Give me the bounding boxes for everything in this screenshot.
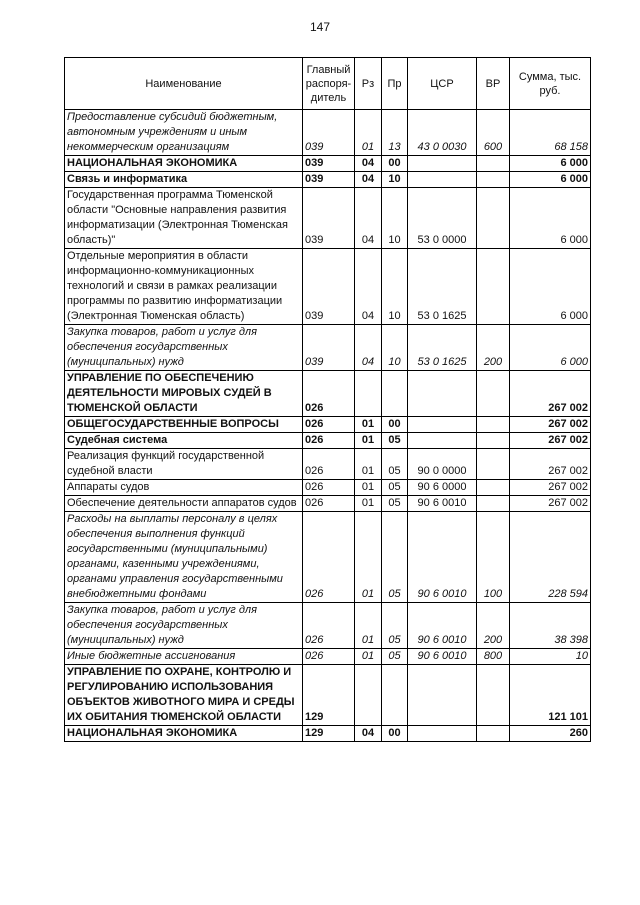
table-header-row <box>65 58 591 110</box>
row-expense-type: 200 <box>477 325 510 371</box>
row-chief-manager: 026 <box>303 496 355 512</box>
row-target-item: 90 6 0000 <box>408 480 477 496</box>
table-row <box>65 249 591 325</box>
row-target-item: 90 0 0000 <box>408 449 477 480</box>
row-amount: 121 101 <box>510 665 591 726</box>
row-subsection: 10 <box>382 325 408 371</box>
row-amount: 228 594 <box>510 512 591 603</box>
row-subsection: 05 <box>382 603 408 649</box>
row-name: Аппараты судов <box>65 480 303 496</box>
row-name: Связь и информатика <box>65 172 303 188</box>
row-expense-type <box>477 665 510 726</box>
row-target-item: 90 6 0010 <box>408 603 477 649</box>
table-row <box>65 371 591 417</box>
row-expense-type <box>477 433 510 449</box>
table-row <box>65 449 591 480</box>
header-amount: Сумма, тыс. руб. <box>510 58 591 110</box>
row-section: 04 <box>355 249 382 325</box>
row-amount: 267 002 <box>510 449 591 480</box>
row-chief-manager: 026 <box>303 371 355 417</box>
table-row <box>65 512 591 603</box>
row-chief-manager: 026 <box>303 417 355 433</box>
row-name: Реализация функций государственной судебной власти <box>65 449 303 480</box>
row-subsection: 00 <box>382 417 408 433</box>
row-chief-manager: 026 <box>303 433 355 449</box>
table-row <box>65 665 591 726</box>
row-target-item: 90 6 0010 <box>408 512 477 603</box>
row-subsection: 10 <box>382 172 408 188</box>
row-section: 01 <box>355 433 382 449</box>
table-row <box>65 156 591 172</box>
row-expense-type: 600 <box>477 110 510 156</box>
row-name: Государственная программа Тюменской области "Основные направления развития информатизации (Электронная Тюменская область)" <box>65 188 303 249</box>
row-subsection: 05 <box>382 649 408 665</box>
row-subsection: 10 <box>382 188 408 249</box>
row-target-item: 53 0 1625 <box>408 249 477 325</box>
row-section: 01 <box>355 603 382 649</box>
row-section: 01 <box>355 417 382 433</box>
row-amount: 6 000 <box>510 249 591 325</box>
row-target-item <box>408 417 477 433</box>
table-row <box>65 603 591 649</box>
row-amount: 10 <box>510 649 591 665</box>
row-name: Закупка товаров, работ и услуг для обеспечения государственных (муниципальных) нужд <box>65 325 303 371</box>
row-chief-manager: 039 <box>303 156 355 172</box>
header-name: Наименование <box>65 58 303 110</box>
row-chief-manager: 129 <box>303 726 355 742</box>
row-chief-manager: 026 <box>303 449 355 480</box>
row-target-item <box>408 433 477 449</box>
row-subsection: 10 <box>382 249 408 325</box>
row-subsection <box>382 371 408 417</box>
header-section: Рз <box>355 58 382 110</box>
row-target-item <box>408 371 477 417</box>
row-section: 01 <box>355 496 382 512</box>
row-name: Иные бюджетные ассигнования <box>65 649 303 665</box>
row-chief-manager: 039 <box>303 249 355 325</box>
row-chief-manager: 129 <box>303 665 355 726</box>
row-expense-type <box>477 188 510 249</box>
row-target-item: 43 0 0030 <box>408 110 477 156</box>
table-row <box>65 433 591 449</box>
row-subsection: 05 <box>382 433 408 449</box>
row-name: Обеспечение деятельности аппаратов судов <box>65 496 303 512</box>
header-target-item: ЦСР <box>408 58 477 110</box>
table-row <box>65 480 591 496</box>
row-amount: 267 002 <box>510 480 591 496</box>
row-subsection: 05 <box>382 512 408 603</box>
row-amount: 6 000 <box>510 325 591 371</box>
table-row <box>65 325 591 371</box>
row-subsection: 13 <box>382 110 408 156</box>
row-expense-type <box>477 449 510 480</box>
budget-table <box>64 57 591 742</box>
table-row <box>65 417 591 433</box>
row-chief-manager: 026 <box>303 603 355 649</box>
row-target-item <box>408 665 477 726</box>
row-expense-type <box>477 371 510 417</box>
row-chief-manager: 039 <box>303 172 355 188</box>
row-expense-type <box>477 726 510 742</box>
row-target-item: 90 6 0010 <box>408 496 477 512</box>
row-name: Закупка товаров, работ и услуг для обеспечения государственных (муниципальных) нужд <box>65 603 303 649</box>
header-chief-manager: Главный распоря-дитель <box>303 58 355 110</box>
table-row <box>65 496 591 512</box>
row-amount: 6 000 <box>510 188 591 249</box>
table-row <box>65 188 591 249</box>
row-chief-manager: 026 <box>303 480 355 496</box>
row-subsection: 05 <box>382 449 408 480</box>
row-name: НАЦИОНАЛЬНАЯ ЭКОНОМИКА <box>65 156 303 172</box>
row-name: Судебная система <box>65 433 303 449</box>
row-subsection: 05 <box>382 496 408 512</box>
row-amount: 267 002 <box>510 371 591 417</box>
row-target-item: 53 0 1625 <box>408 325 477 371</box>
row-chief-manager: 039 <box>303 325 355 371</box>
row-chief-manager: 039 <box>303 188 355 249</box>
row-section: 01 <box>355 480 382 496</box>
row-expense-type: 200 <box>477 603 510 649</box>
row-expense-type <box>477 249 510 325</box>
row-expense-type: 800 <box>477 649 510 665</box>
row-target-item: 53 0 0000 <box>408 188 477 249</box>
row-expense-type <box>477 156 510 172</box>
row-section: 04 <box>355 726 382 742</box>
row-name: НАЦИОНАЛЬНАЯ ЭКОНОМИКА <box>65 726 303 742</box>
row-name: УПРАВЛЕНИЕ ПО ОБЕСПЕЧЕНИЮ ДЕЯТЕЛЬНОСТИ МИРОВЫХ СУДЕЙ В ТЮМЕНСКОЙ ОБЛАСТИ <box>65 371 303 417</box>
row-target-item <box>408 156 477 172</box>
row-name: Предоставление субсидий бюджетным, автономным учреждениям и иным некоммерческим организациям <box>65 110 303 156</box>
row-target-item <box>408 726 477 742</box>
row-amount: 267 002 <box>510 433 591 449</box>
header-subsection: Пр <box>382 58 408 110</box>
row-amount: 267 002 <box>510 417 591 433</box>
row-target-item: 90 6 0010 <box>408 649 477 665</box>
header-expense-type: ВР <box>477 58 510 110</box>
row-section: 04 <box>355 156 382 172</box>
row-section <box>355 371 382 417</box>
table-row <box>65 649 591 665</box>
row-expense-type <box>477 417 510 433</box>
row-name: Отдельные мероприятия в области информационно-коммуникационных технологий и связи в рамках реализации программы по развитию информатизации (Электронная Тюменская область) <box>65 249 303 325</box>
row-subsection: 00 <box>382 156 408 172</box>
row-section: 01 <box>355 512 382 603</box>
row-section: 04 <box>355 188 382 249</box>
row-section: 04 <box>355 172 382 188</box>
row-subsection: 00 <box>382 726 408 742</box>
row-section: 01 <box>355 649 382 665</box>
page-number: 147 <box>309 20 331 34</box>
row-subsection: 05 <box>382 480 408 496</box>
row-section: 01 <box>355 110 382 156</box>
row-section <box>355 665 382 726</box>
table-row <box>65 110 591 156</box>
row-amount: 38 398 <box>510 603 591 649</box>
row-expense-type: 100 <box>477 512 510 603</box>
table-row <box>65 726 591 742</box>
row-amount: 68 158 <box>510 110 591 156</box>
row-name: УПРАВЛЕНИЕ ПО ОХРАНЕ, КОНТРОЛЮ И РЕГУЛИРОВАНИЮ ИСПОЛЬЗОВАНИЯ ОБЪЕКТОВ ЖИВОТНОГО МИРА И СРЕДЫ ИХ ОБИТАНИЯ ТЮМЕНСКОЙ ОБЛАСТИ <box>65 665 303 726</box>
row-section: 01 <box>355 449 382 480</box>
row-section: 04 <box>355 325 382 371</box>
row-amount: 267 002 <box>510 496 591 512</box>
row-expense-type <box>477 480 510 496</box>
row-amount: 6 000 <box>510 172 591 188</box>
row-name: Расходы на выплаты персоналу в целях обеспечения выполнения функций государственными (муниципальными) органами, казенными учреждениями, органами управления государственными внебюджетными фондами <box>65 512 303 603</box>
row-chief-manager: 026 <box>303 512 355 603</box>
table-row <box>65 172 591 188</box>
row-expense-type <box>477 496 510 512</box>
row-subsection <box>382 665 408 726</box>
row-expense-type <box>477 172 510 188</box>
row-name: ОБЩЕГОСУДАРСТВЕННЫЕ ВОПРОСЫ <box>65 417 303 433</box>
row-chief-manager: 026 <box>303 649 355 665</box>
row-chief-manager: 039 <box>303 110 355 156</box>
row-amount: 260 <box>510 726 591 742</box>
row-target-item <box>408 172 477 188</box>
row-amount: 6 000 <box>510 156 591 172</box>
